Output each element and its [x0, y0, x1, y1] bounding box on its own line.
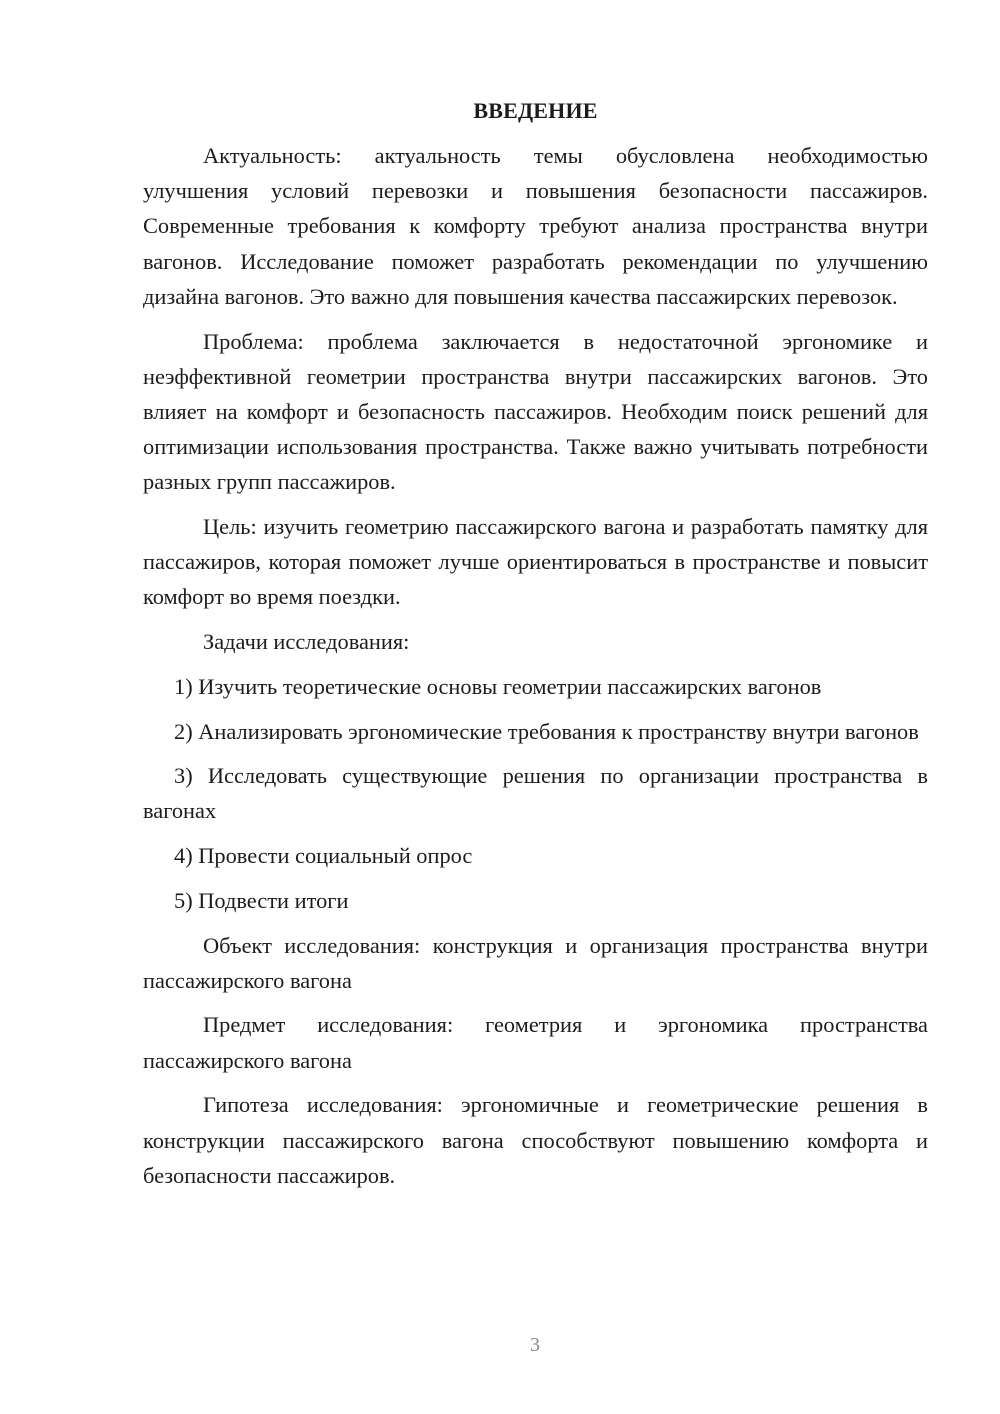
tasks-heading: Задачи исследования: [203, 629, 410, 655]
task-item-5: 5) Подвести итоги [174, 887, 349, 913]
page-number: 3 [530, 1334, 540, 1356]
task-item-3: 3) Исследовать существующие решения по организации пространства в вагонах [143, 763, 928, 824]
paragraph-hypothesis: Гипотеза исследования: эргономичные и геометрические решения в конструкции пассажирского вагона способствуют повышению комфорта и безопасности пассажиров. [143, 1092, 928, 1188]
task-item-4: 4) Провести социальный опрос [174, 843, 473, 869]
paragraph-goal: Цель: изучить геометрию пассажирского вагона и разработать памятку для пассажиров, которая поможет лучше ориентироваться в пространстве и повысит комфорт во время поездки. [143, 514, 928, 610]
task-item-2: 2) Анализировать эргономические требования к пространству внутри вагонов [174, 718, 919, 744]
document-body [143, 94, 928, 1202]
paragraph-problem: Проблема: проблема заключается в недостаточной эргономике и неэффективной геометрии пространства внутри пассажирских вагонов. Это влияет на комфорт и безопасность пассажиров. Необходим поиск решений для оптимизации использования пространства. Также важно учитывать потребности разных групп пассажиров. [143, 328, 928, 495]
task-item-1: 1) Изучить теоретические основы геометрии пассажирских вагонов [174, 673, 822, 699]
paragraph-relevance: Актуальность: актуальность темы обусловлена необходимостью улучшения условий перевозки и повышения безопасности пассажиров. Современные требования к комфорту требуют анализа пространства внутри вагонов. Исследование поможет разработать рекомендации по улучшению дизайна вагонов. Это важно для повышения качества пассажирских перевозок. [143, 143, 928, 309]
paragraph-subject: Предмет исследования: геометрия и эргономика пространства пассажирского вагона [143, 1012, 928, 1073]
page-title: ВВЕДЕНИЕ [473, 98, 598, 123]
paragraph-object: Объект исследования: конструкция и организация пространства внутри пассажирского вагона [143, 932, 928, 993]
